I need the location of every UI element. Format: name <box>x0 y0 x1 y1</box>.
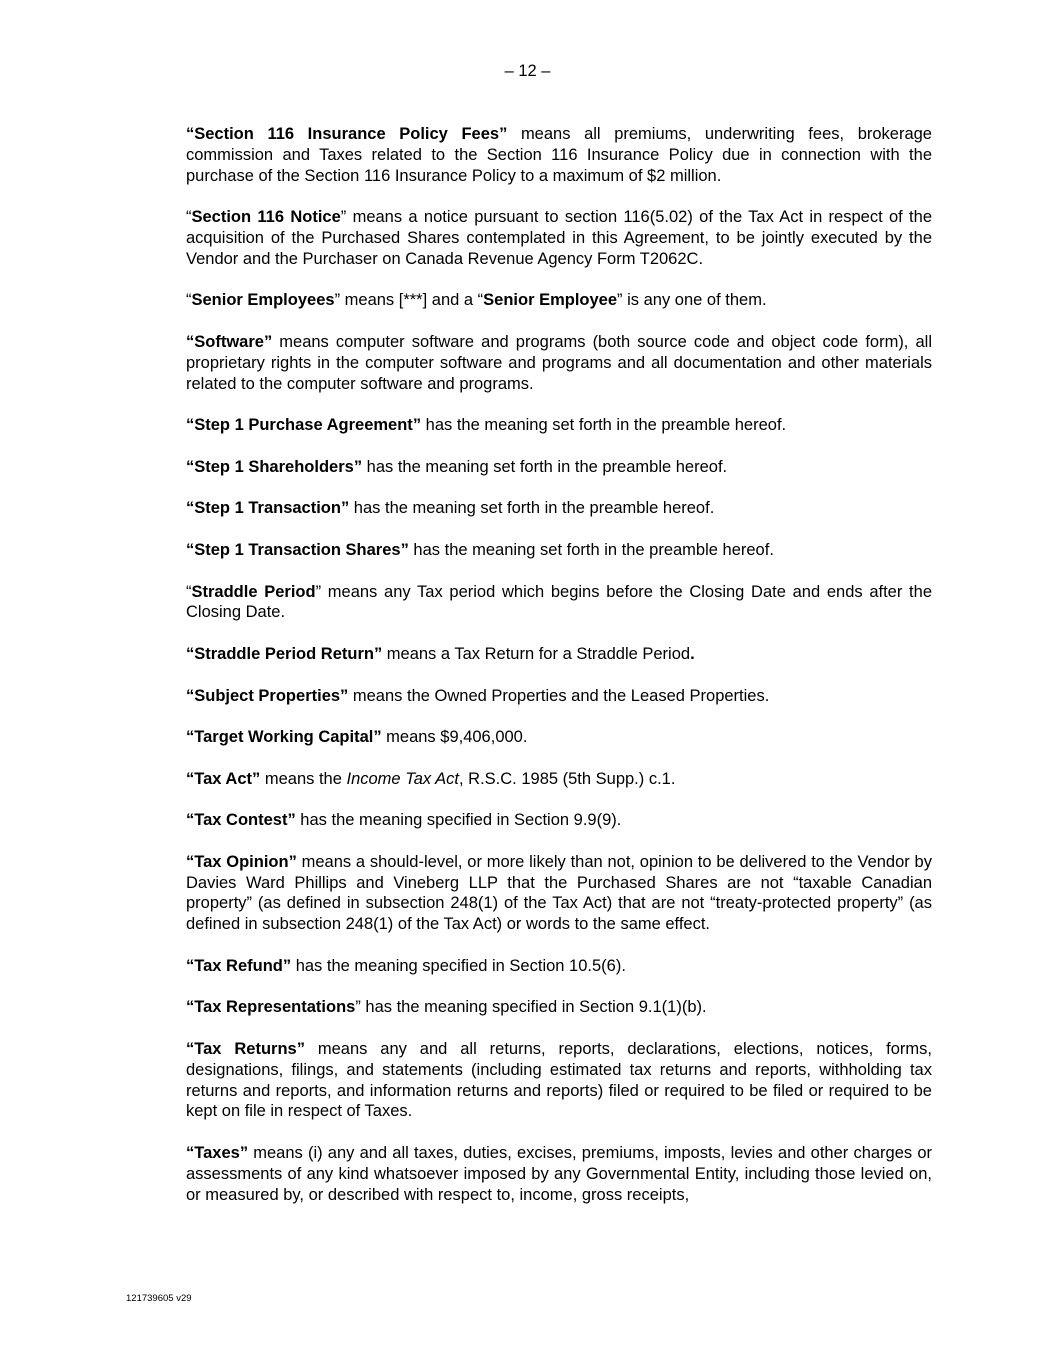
open-quote: “ <box>186 540 195 559</box>
close-quote: ” <box>287 811 296 830</box>
definition-text: means a Tax Return for a Straddle Period <box>382 644 691 663</box>
open-quote: “ <box>186 208 192 227</box>
close-quote: ” <box>400 540 409 559</box>
open-quote: “ <box>186 956 195 975</box>
definition-text: has the meaning set forth in the preamble hereof. <box>421 416 787 435</box>
definition-text: has the meaning specified in Section 10.5(6). <box>291 956 626 975</box>
definition-text: means all premiums, underwriting fees, brokerage commission and Taxes related to the Section 116 Insurance Policy due in connection with the purchase of the Section 116 Insurance Policy to a maximum of $2 million. <box>186 125 932 185</box>
definition-paragraph <box>186 582 932 624</box>
definition-paragraph <box>186 956 932 977</box>
defined-term: Tax Returns <box>194 1040 297 1059</box>
close-quote: ” <box>355 998 361 1017</box>
defined-term: Software <box>194 332 264 351</box>
close-quote: ” <box>412 416 422 435</box>
definition-text: means a notice pursuant to section 116(5.02) of the Tax Act in respect of the acquisition of the Purchased Shares contemplated in this Agreement, to be jointly executed by the Vendor and the Purchaser on Canada Revenue Agency Form T2062C. <box>186 208 932 268</box>
open-quote: “ <box>186 1144 195 1163</box>
definition-text: means (i) any and all taxes, duties, excises, premiums, imposts, levies and other charges or assessments of any kind whatsoever imposed by any Governmental Entity, including those levied on, or measured by, or described with respect to, income, gross receipts, <box>186 1144 932 1204</box>
definition-paragraph <box>186 207 932 269</box>
open-quote: “ <box>186 125 195 143</box>
definition-paragraph <box>186 332 932 394</box>
definition-text: has the meaning set forth in the preamble hereof. <box>408 540 774 559</box>
definition-text: means a should-level, or more likely than not, opinion to be delivered to the Vendor by Davies Ward Phillips and Vineberg LLP that the Purchased Shares are not “taxable Canadian property” (as defined in subsection 248(1) of the Tax Act) that are not “treaty-protected property” (as defined in subsection 248(1) of the Tax Act) or words to the same effect. <box>186 852 932 934</box>
close-quote: ” <box>340 208 347 227</box>
definition-paragraph <box>186 290 932 311</box>
definition-paragraph <box>186 124 932 186</box>
open-quote: “ <box>186 852 195 871</box>
definitions-list <box>186 124 932 1226</box>
definition-paragraph <box>186 644 932 665</box>
close-quote: ” <box>239 1144 249 1163</box>
definition-text: means any Tax period which begins before the Closing Date and ends after the Closing Date. <box>186 582 932 622</box>
defined-term: Straddle Period Return <box>194 644 374 663</box>
close-quote: ” <box>252 769 261 788</box>
defined-term: Step 1 Transaction <box>194 499 341 518</box>
definition-punctuation: . <box>690 644 695 663</box>
close-quote: ” <box>296 1040 305 1059</box>
definition-text: ” is any one of them. <box>617 291 767 310</box>
definition-paragraph <box>186 686 932 707</box>
open-quote: “ <box>186 499 195 518</box>
defined-term: Straddle Period <box>191 582 316 601</box>
definition-text: means computer software and programs (both source code and object code form), all proprietary rights in the computer software and programs and all documentation and other materials related to the computer software and programs. <box>186 332 932 393</box>
defined-term: Tax Representations <box>194 998 356 1017</box>
close-quote: ” <box>353 457 363 476</box>
definition-text: has the meaning set forth in the preamble hereof. <box>349 499 715 518</box>
definition-paragraph <box>186 1143 932 1205</box>
definition-paragraph <box>186 997 932 1018</box>
defined-term: Senior Employee <box>483 291 618 310</box>
definition-paragraph <box>186 810 932 831</box>
open-quote: “ <box>186 644 195 663</box>
statute-title: Income Tax Act <box>346 769 459 788</box>
open-quote: “ <box>186 457 195 476</box>
close-quote: ” <box>340 686 349 705</box>
defined-term: Section 116 Insurance Policy Fees <box>194 125 500 143</box>
definition-paragraph <box>186 415 932 436</box>
close-quote: ” <box>499 125 508 143</box>
open-quote: “ <box>186 416 195 435</box>
page-number: – 12 – <box>504 62 551 80</box>
open-quote: “ <box>186 769 195 788</box>
definition-paragraph <box>186 498 932 519</box>
definition-text: means the <box>260 769 347 788</box>
defined-term: Taxes <box>194 1144 240 1163</box>
defined-term: Section 116 Notice <box>191 208 341 227</box>
definition-paragraph <box>186 540 932 561</box>
defined-term: Step 1 Purchase Agreement <box>194 416 413 435</box>
defined-term: Tax Act <box>194 769 253 788</box>
defined-term: Target Working Capital <box>194 728 374 747</box>
defined-term: Subject Properties <box>194 686 341 705</box>
document-id: 121739605 v29 <box>126 1293 192 1304</box>
definition-text: means any and all returns, reports, declarations, elections, notices, forms, designations, filings, and statements (including estimated tax returns and reports, withholding tax returns and reports, and information returns and reports) filed or required to be filed or required to be kept on file in respect of Taxes. <box>186 1040 933 1121</box>
definition-text: means [***] and a “ <box>340 291 484 310</box>
definition-text: means the Owned Properties and the Leased Properties. <box>348 686 770 705</box>
defined-term: Tax Contest <box>194 811 288 830</box>
open-quote: “ <box>186 728 195 747</box>
close-quote: ” <box>315 582 322 601</box>
open-quote: “ <box>186 998 195 1017</box>
close-quote: ” <box>340 499 350 518</box>
definition-paragraph <box>186 852 932 935</box>
open-quote: “ <box>186 1040 195 1059</box>
close-quote: ” <box>373 644 383 663</box>
definition-paragraph <box>186 727 932 748</box>
open-quote: “ <box>186 332 195 351</box>
definition-text: has the meaning specified in Section 9.9(9). <box>295 811 622 830</box>
definition-paragraph <box>186 1039 932 1122</box>
open-quote: “ <box>186 811 195 830</box>
defined-term: Step 1 Transaction Shares <box>194 540 401 559</box>
defined-term: Step 1 Shareholders <box>194 457 354 476</box>
defined-term: Tax Refund <box>194 956 283 975</box>
definition-paragraph <box>186 457 932 478</box>
close-quote: ” <box>282 956 292 975</box>
open-quote: “ <box>186 686 195 705</box>
open-quote: “ <box>186 291 192 310</box>
definition-text: , R.S.C. 1985 (5th Supp.) c.1. <box>459 769 676 788</box>
defined-term: Senior Employees <box>191 291 335 310</box>
definition-text: means $9,406,000. <box>381 728 528 747</box>
definition-text: has the meaning specified in Section 9.1(1)(b). <box>360 998 707 1017</box>
close-quote: ” <box>263 332 273 351</box>
close-quote: ” <box>288 852 297 871</box>
close-quote: ” <box>334 291 341 310</box>
definition-paragraph <box>186 769 932 790</box>
defined-term: Tax Opinion <box>194 852 289 871</box>
definition-text: has the meaning set forth in the preamble hereof. <box>362 457 728 476</box>
close-quote: ” <box>373 728 382 747</box>
open-quote: “ <box>186 582 192 601</box>
